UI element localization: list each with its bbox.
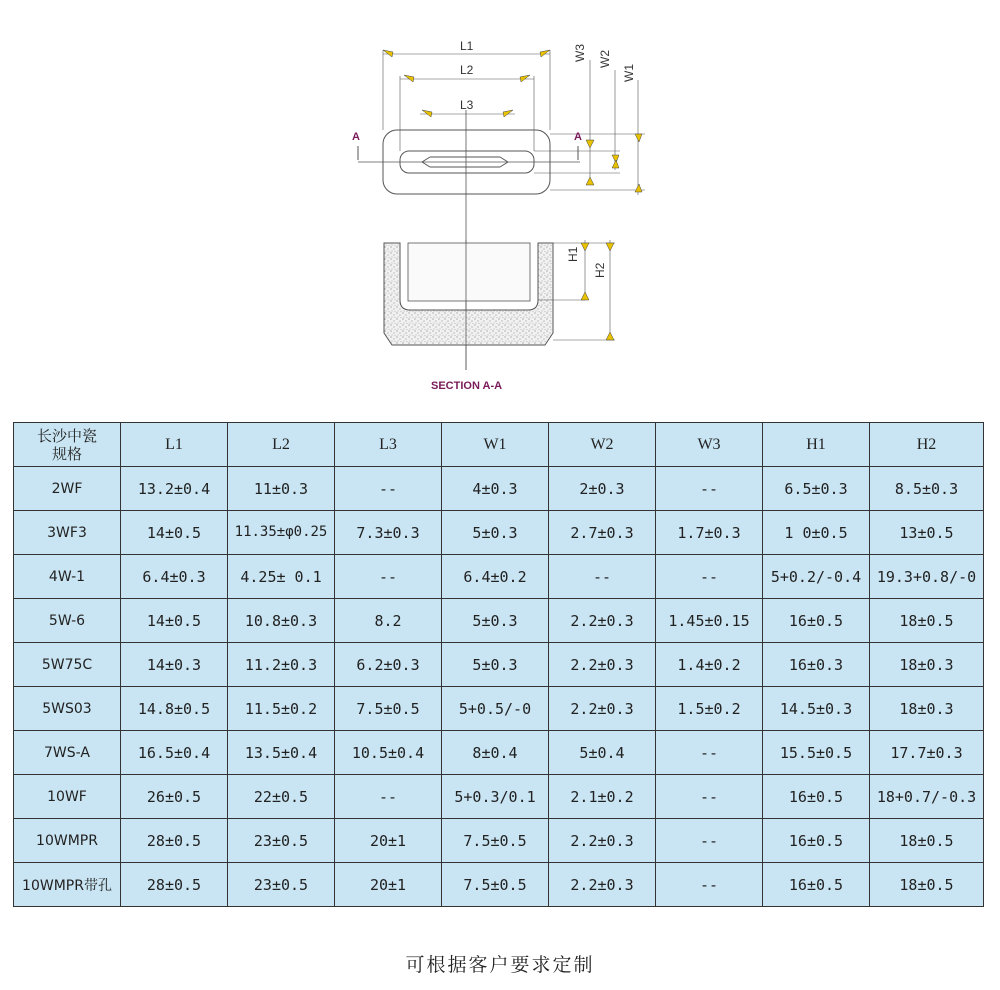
cell-h2: 19.3+0.8/-0 [870,555,984,599]
row-model-name: 10WF [14,775,121,819]
cell-l1: 28±0.5 [121,819,228,863]
cell-l1: 13.2±0.4 [121,467,228,511]
cell-w2: 2.2±0.3 [549,863,656,907]
cell-h1: 5+0.2/-0.4 [763,555,870,599]
w1-label: W1 [622,64,636,82]
header-w1: W1 [442,423,549,467]
cell-h2: 13±0.5 [870,511,984,555]
cell-h2: 18+0.7/-0.3 [870,775,984,819]
technical-drawing [0,0,1000,410]
table-row [14,775,984,819]
cell-w2: 2.7±0.3 [549,511,656,555]
cell-w1: 5±0.3 [442,599,549,643]
section-title: SECTION A-A [431,380,503,392]
w3-label: W3 [573,44,587,62]
header-h2: H2 [870,423,984,467]
cell-h1: 16±0.5 [763,599,870,643]
cell-w3: -- [656,863,763,907]
cell-w1: 7.5±0.5 [442,863,549,907]
cell-l2: 23±0.5 [228,863,335,907]
cell-w3: -- [656,467,763,511]
cell-l2: 13.5±0.4 [228,731,335,775]
header-model-line1: 长沙中瓷 [36,426,97,445]
l3-label: L3 [460,98,474,112]
cell-w3: 1.5±0.2 [656,687,763,731]
cell-w3: -- [656,819,763,863]
cell-l1: 14±0.5 [121,599,228,643]
cell-h1: 15.5±0.5 [763,731,870,775]
table-row [14,643,984,687]
cell-h1: 16±0.3 [763,643,870,687]
cell-w3: -- [656,775,763,819]
cell-w1: 5+0.5/-0 [442,687,549,731]
section-mark-right: A [574,131,582,143]
cell-w2: 2.1±0.2 [549,775,656,819]
cell-h1: 16±0.5 [763,775,870,819]
cell-w1: 8±0.4 [442,731,549,775]
row-model-name: 3WF3 [14,511,121,555]
cell-l2: 4.25± 0.1 [228,555,335,599]
cell-l1: 14.8±0.5 [121,687,228,731]
cell-w2: 2.2±0.3 [549,687,656,731]
cell-w1: 6.4±0.2 [442,555,549,599]
cell-h2: 8.5±0.3 [870,467,984,511]
cell-l1: 26±0.5 [121,775,228,819]
table-row [14,863,984,907]
cell-w3: -- [656,555,763,599]
table-row [14,599,984,643]
cell-h1: 14.5±0.3 [763,687,870,731]
cell-w3: 1.7±0.3 [656,511,763,555]
header-l1: L1 [121,423,228,467]
table-row [14,819,984,863]
table-row [14,731,984,775]
table-row [14,511,984,555]
cell-w2: 5±0.4 [549,731,656,775]
row-model-name: 4W-1 [14,555,121,599]
cell-l2: 22±0.5 [228,775,335,819]
cell-w2: 2±0.3 [549,467,656,511]
spec-table [13,422,984,907]
row-model-name: 7WS-A [14,731,121,775]
row-model-name: 2WF [14,467,121,511]
cell-w2: 2.2±0.3 [549,819,656,863]
h1-label: H1 [566,246,580,262]
cell-h1: 6.5±0.3 [763,467,870,511]
header-w2: W2 [549,423,656,467]
cell-l3: 6.2±0.3 [335,643,442,687]
cell-l3: -- [335,555,442,599]
cell-h2: 18±0.3 [870,643,984,687]
h2-label: H2 [593,262,607,278]
cell-h1: 16±0.5 [763,863,870,907]
cell-w1: 5±0.3 [442,511,549,555]
table-row [14,467,984,511]
cell-l1: 6.4±0.3 [121,555,228,599]
w2-label: W2 [598,50,612,68]
cell-l3: 20±1 [335,863,442,907]
row-model-name: 5WS03 [14,687,121,731]
cell-w2: -- [549,555,656,599]
cell-l2: 11.5±0.2 [228,687,335,731]
section-mark-left: A [352,131,360,143]
l1-label: L1 [460,39,474,53]
cell-h2: 18±0.5 [870,599,984,643]
cell-w1: 4±0.3 [442,467,549,511]
cell-h2: 17.7±0.3 [870,731,984,775]
l2-label: L2 [460,63,474,77]
header-model-label [14,423,121,467]
cell-l1: 16.5±0.4 [121,731,228,775]
cell-l3: 7.5±0.5 [335,687,442,731]
cell-w3: 1.4±0.2 [656,643,763,687]
cell-l2: 23±0.5 [228,819,335,863]
cell-w2: 2.2±0.3 [549,599,656,643]
footer-note: 可根据客户要求定制 [405,954,595,976]
cell-h2: 18±0.5 [870,863,984,907]
cell-h1: 16±0.5 [763,819,870,863]
cell-l2: 11.2±0.3 [228,643,335,687]
table-row [14,687,984,731]
cell-l2: 11.35±φ0.25 [228,511,335,555]
row-model-name: 5W75C [14,643,121,687]
header-h1: H1 [763,423,870,467]
cell-w3: 1.45±0.15 [656,599,763,643]
cell-w3: -- [656,731,763,775]
cell-l3: 10.5±0.4 [335,731,442,775]
table-row [14,555,984,599]
cell-l3: 7.3±0.3 [335,511,442,555]
cell-w1: 5+0.3/0.1 [442,775,549,819]
header-l2: L2 [228,423,335,467]
cell-w2: 2.2±0.3 [549,643,656,687]
cell-l3: 8.2 [335,599,442,643]
header-w3: W3 [656,423,763,467]
cell-l1: 28±0.5 [121,863,228,907]
cell-h2: 18±0.5 [870,819,984,863]
header-model-line2: 规格 [51,444,82,463]
cell-l1: 14±0.5 [121,511,228,555]
cell-l1: 14±0.3 [121,643,228,687]
cell-w1: 5±0.3 [442,643,549,687]
row-model-name: 10WMPR [14,819,121,863]
cell-w1: 7.5±0.5 [442,819,549,863]
table-header-row [14,423,984,467]
section-view [384,240,615,370]
cell-l3: -- [335,467,442,511]
cell-l3: 20±1 [335,819,442,863]
row-model-name: 5W-6 [14,599,121,643]
cell-l3: -- [335,775,442,819]
row-model-name: 10WMPR带孔 [14,863,121,907]
cell-h1: 1 0±0.5 [763,511,870,555]
header-l3: L3 [335,423,442,467]
cell-l2: 10.8±0.3 [228,599,335,643]
cell-l2: 11±0.3 [228,467,335,511]
cell-h2: 18±0.3 [870,687,984,731]
